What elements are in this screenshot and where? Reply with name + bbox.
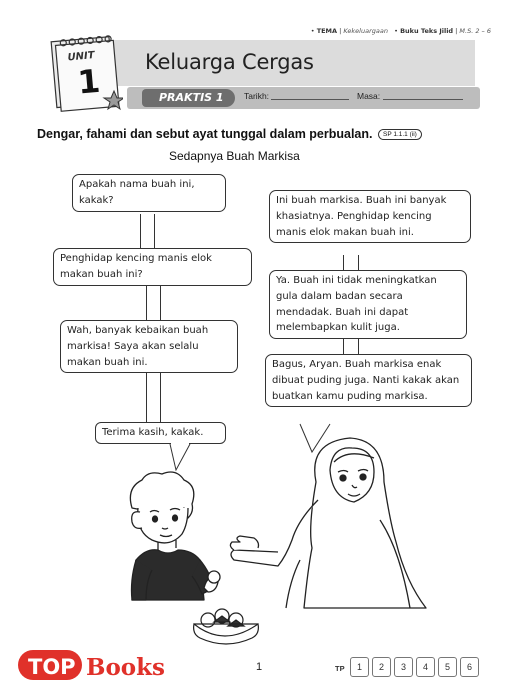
logo-books-text: Books: [86, 654, 166, 681]
tp-level-box[interactable]: 2: [372, 657, 391, 677]
buku-label: Buku Teks Jilid: [400, 27, 454, 35]
bubble-text: Ini buah markisa. Buah ini banyak khasiatnya. Penghidap kencing manis elok makan buah ini.: [276, 195, 447, 238]
bubble-text: Terima kasih, kakak.: [102, 427, 204, 438]
fruit-bowl: [194, 609, 259, 644]
tp-level-box[interactable]: 3: [394, 657, 413, 677]
tema-value: Kekeluargaan: [343, 27, 388, 35]
bubble-text: Bagus, Aryan. Buah markisa enak dibuat puding juga. Nanti kakak akan buatkan kamu puding markisa.: [272, 359, 460, 402]
instruction-text: Dengar, fahami dan sebut ayat tunggal dalam perbualan.: [37, 127, 373, 141]
tarikh-label: Tarikh:: [244, 91, 270, 101]
bubble-text: Ya. Buah ini tidak meningkatkan gula dalam badan secara mendadak. Buah ini dapat melembapkan kulit juga.: [276, 275, 437, 334]
sister-figure: [230, 438, 426, 608]
buku-value: M.S. 2 – 6: [459, 27, 491, 35]
tp-label: TP: [335, 664, 345, 673]
unit-label: UNIT: [67, 50, 96, 64]
page-number: 1: [256, 661, 263, 673]
logo-top-text: TOP: [28, 655, 76, 679]
dialog-title: Sedapnya Buah Markisa: [169, 149, 300, 163]
tp-level-box[interactable]: 5: [438, 657, 457, 677]
unit-number: 1: [76, 61, 102, 102]
masa-label: Masa:: [357, 91, 381, 101]
bubble-text: Apakah nama buah ini, kakak?: [79, 179, 195, 206]
header-reference: • TEMA | Kekeluargaan • Buku Teks Jilid | M.S. 2 – 6: [310, 27, 491, 35]
bubble-text: Wah, banyak kebaikan buah markisa! Saya akan selalu makan buah ini.: [67, 325, 209, 368]
boy-figure: [130, 472, 220, 600]
tp-level-box[interactable]: 4: [416, 657, 435, 677]
tp-level-box[interactable]: 6: [460, 657, 479, 677]
tema-label: TEMA: [316, 27, 338, 35]
praktis-tab: PRAKTIS 1: [142, 89, 235, 107]
topbooks-logo: [16, 648, 186, 689]
topbooks-logo-icon: [16, 648, 186, 684]
page-title: Keluarga Cergas: [145, 50, 314, 74]
tp-level-box[interactable]: 1: [350, 657, 369, 677]
bubble-text: Penghidap kencing manis elok makan buah ini?: [60, 253, 212, 280]
sp-code-badge: SP 1.1.1 (ii): [378, 129, 422, 140]
